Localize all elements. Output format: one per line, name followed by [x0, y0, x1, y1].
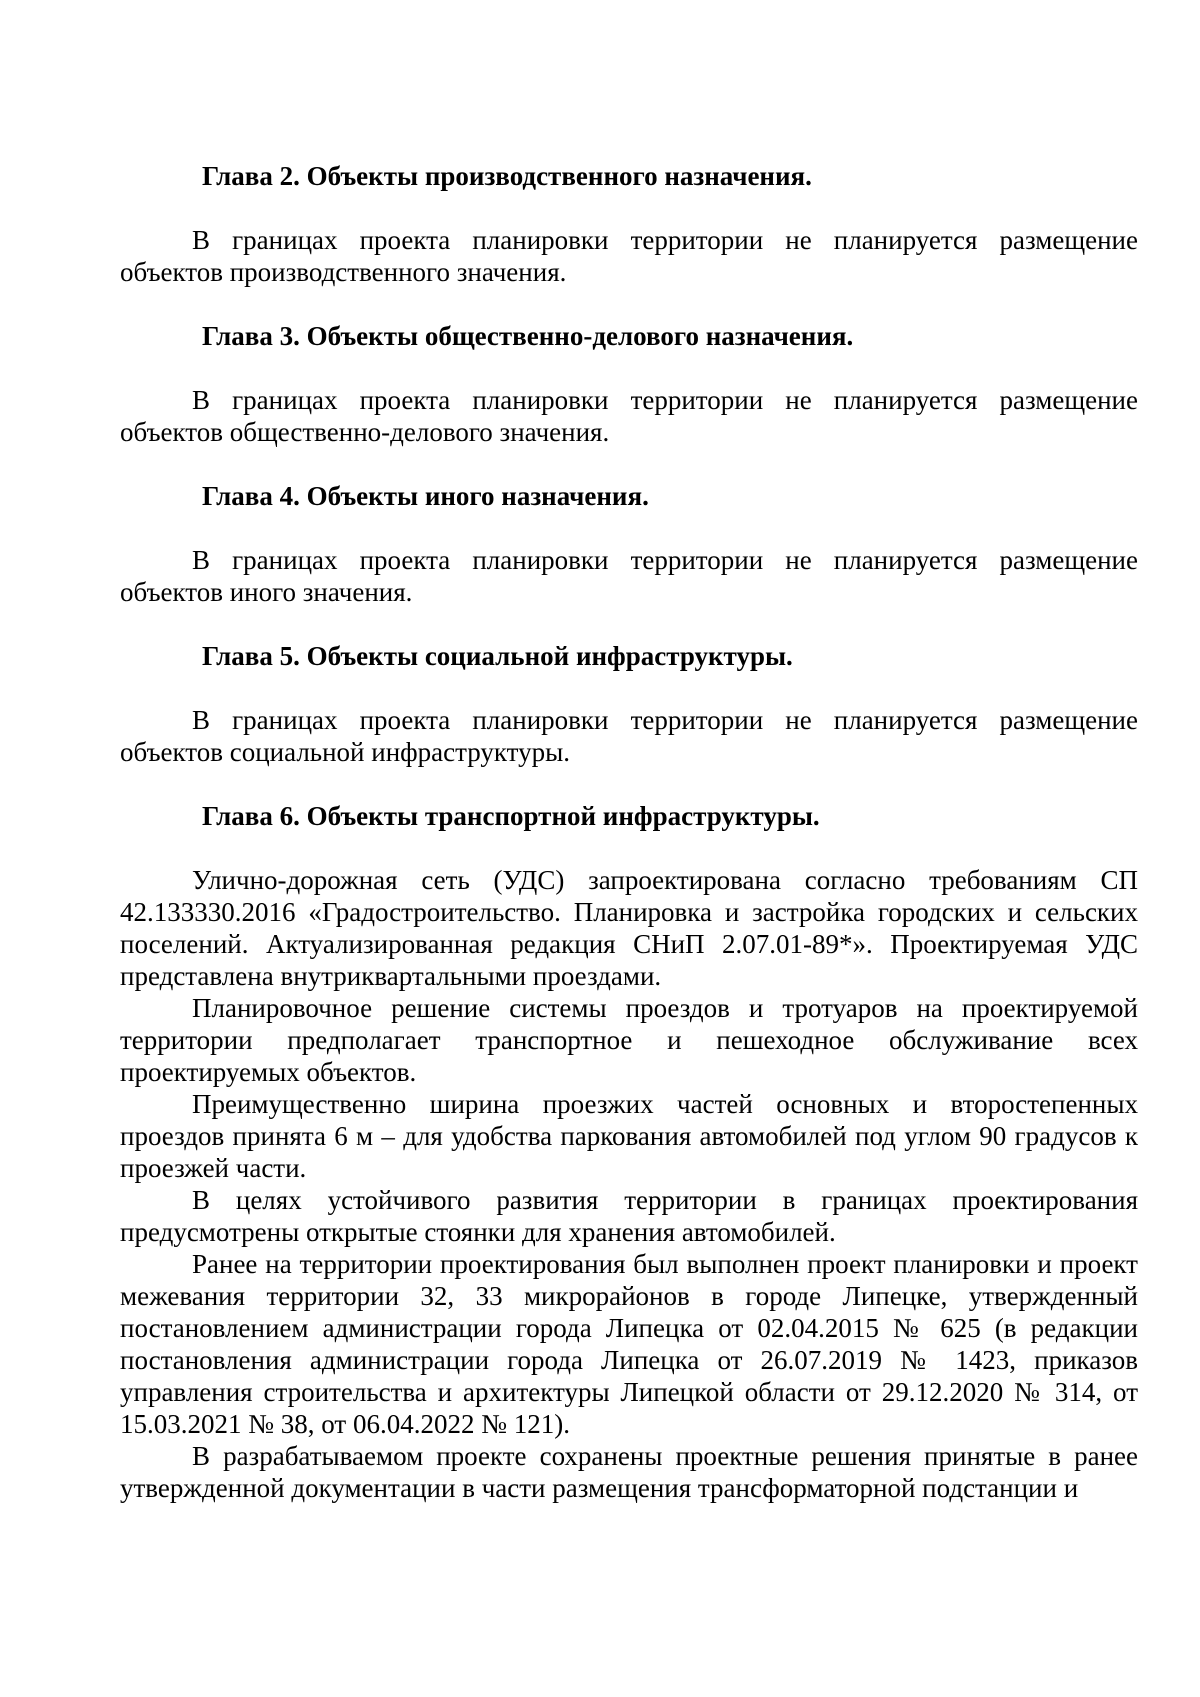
chapter-3-heading: Глава 3. Объекты общественно-делового назначения.: [202, 321, 854, 351]
document-body: [120, 160, 1138, 1504]
chapter-4-heading: Глава 4. Объекты иного назначения.: [202, 481, 649, 511]
chapter-6-paragraph-retained-decisions: В разрабатываемом проекте сохранены проектные решения принятые в ранее утвержденной документации в части размещения трансформаторной подстанции и: [120, 1441, 1138, 1503]
chapter-6-paragraph-uds: Улично-дорожная сеть (УДС) запроектирована согласно требованиям СП 42.133330.2016 «Градостроительство. Планировка и застройка городских и сельских поселений. Актуализированная редакция СНиП 2.07.01-89*». Проектируемая УДС представлена внутриквартальными проездами.: [120, 865, 1138, 991]
chapter-6-paragraph-planning: Планировочное решение системы проездов и тротуаров на проектируемой территории предполагает транспортное и пешеходное обслуживание всех проектируемых объектов.: [120, 993, 1138, 1087]
chapter-6-paragraph-width: Преимущественно ширина проезжих частей основных и второстепенных проездов принята 6 м – для удобства паркования автомобилей под углом 90 градусов к проезжей части.: [120, 1089, 1138, 1183]
chapter-6-paragraph-parking: В целях устойчивого развития территории в границах проектирования предусмотрены открытые стоянки для хранения автомобилей.: [120, 1185, 1138, 1247]
chapter-6-paragraph-previous-project: Ранее на территории проектирования был выполнен проект планировки и проект межевания территории 32, 33 микрорайонов в городе Липецке, утвержденный постановлением администрации города Липецка от 02.04.2015 № 625 (в редакции постановления администрации города Липецка от 26.07.2019 № 1423, приказов управления строительства и архитектуры Липецкой области от 29.12.2020 № 314, от 15.03.2021 № 38, от 06.04.2022 № 121).: [120, 1249, 1138, 1439]
chapter-6-heading: Глава 6. Объекты транспортной инфраструктуры.: [202, 801, 820, 831]
chapter-4-paragraph: В границах проекта планировки территории не планируется размещение объектов иного значения.: [120, 545, 1138, 607]
chapter-2-paragraph: В границах проекта планировки территории не планируется размещение объектов производственного значения.: [120, 225, 1138, 287]
chapter-2-heading: Глава 2. Объекты производственного назначения.: [202, 161, 812, 191]
chapter-5-heading: Глава 5. Объекты социальной инфраструктуры.: [202, 641, 793, 671]
chapter-5-paragraph: В границах проекта планировки территории не планируется размещение объектов социальной инфраструктуры.: [120, 705, 1138, 767]
chapter-3-paragraph: В границах проекта планировки территории не планируется размещение объектов общественно-делового значения.: [120, 385, 1138, 447]
